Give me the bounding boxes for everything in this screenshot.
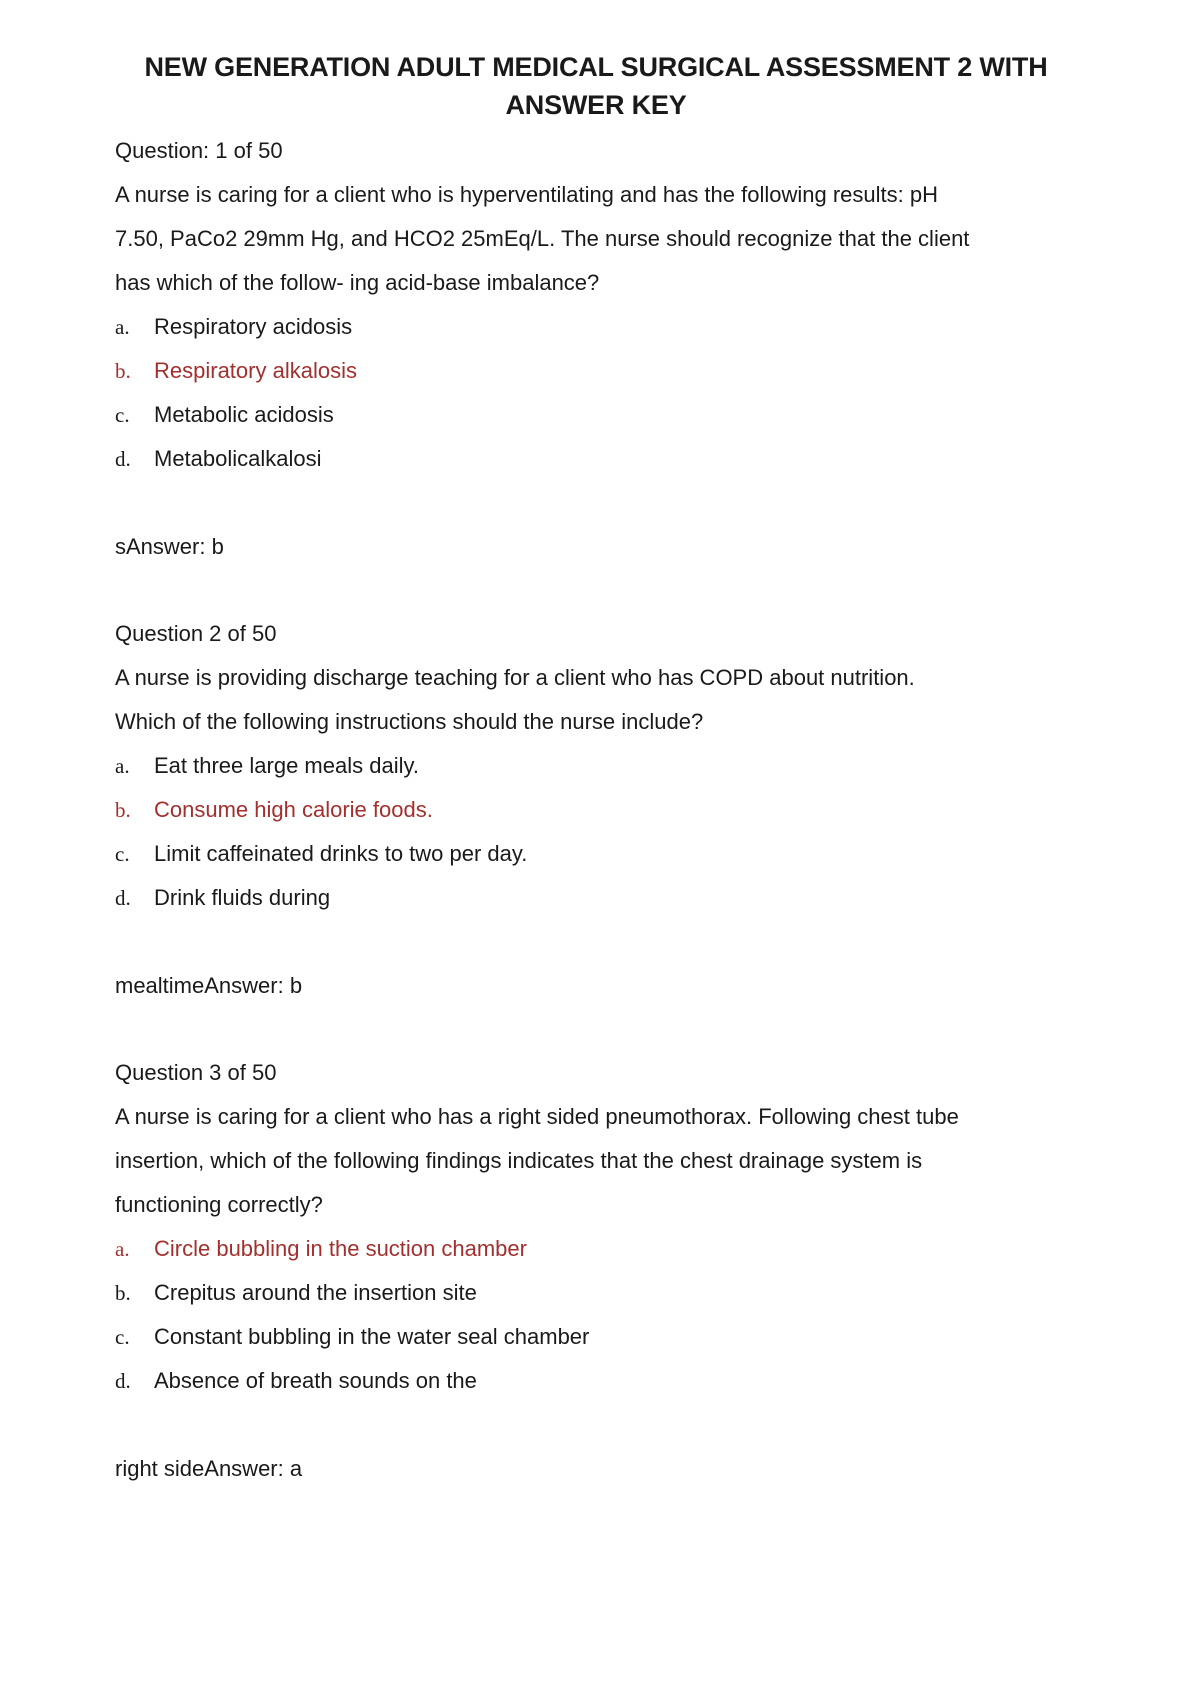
question-text: functioning correctly? [115,1192,323,1217]
question-2 [115,612,1095,1008]
option-c [115,1315,1095,1359]
option-b [115,1271,1095,1315]
option-d [115,1359,1095,1403]
option-b-correct [115,788,1095,832]
question-text: Which of the following instructions should the nurse include? [115,709,704,734]
question-1 [115,129,1095,569]
option-b-correct [115,349,1095,393]
question-label: Question: 1 of 50 [115,138,283,163]
option-text: Consume high calorie foods. [154,797,433,822]
question-text: has which of the follow- ing acid-base imbalance? [115,270,600,295]
option-text: Crepitus around the insertion site [154,1280,477,1305]
answer-line: right sideAnswer: a [115,1456,303,1481]
option-marker: c. [115,403,130,427]
document-title [60,48,1132,124]
option-marker: d. [115,447,131,471]
option-a [115,744,1095,788]
option-text: Metabolic acidosis [154,402,334,427]
option-marker: b. [115,798,131,822]
option-a-correct [115,1227,1095,1271]
title-line-1: NEW GENERATION ADULT MEDICAL SURGICAL ASSESSMENT 2 WITH [144,52,1048,82]
option-text: Constant bubbling in the water seal chamber [154,1324,590,1349]
title-line-2: ANSWER KEY [505,90,687,120]
question-text: 7.50, PaCo2 29mm Hg, and HCO2 25mEq/L. The nurse should recognize that the client [115,226,970,251]
question-text: insertion, which of the following findings indicates that the chest drainage system is [115,1148,923,1173]
option-c [115,393,1095,437]
question-label: Question 2 of 50 [115,621,277,646]
option-marker: c. [115,842,130,866]
option-text: Drink fluids during [154,885,331,910]
option-text: Metabolicalkalosi [154,446,322,471]
question-3 [115,1051,1095,1491]
question-text: A nurse is caring for a client who has a right sided pneumothorax. Following chest tube [115,1104,959,1129]
option-marker: a. [115,1237,130,1261]
option-text: Circle bubbling in the suction chamber [154,1236,527,1261]
option-marker: a. [115,315,130,339]
question-text: A nurse is caring for a client who is hyperventilating and has the following results: pH [115,182,938,207]
option-marker: b. [115,1281,131,1305]
option-text: Limit caffeinated drinks to two per day. [154,841,528,866]
option-d [115,876,1095,920]
option-marker: d. [115,886,131,910]
answer-line: mealtimeAnswer: b [115,973,303,998]
option-marker: d. [115,1369,131,1393]
question-text: A nurse is providing discharge teaching for a client who has COPD about nutrition. [115,665,915,690]
answer-line: sAnswer: b [115,534,224,559]
option-marker: b. [115,359,131,383]
option-c [115,832,1095,876]
option-text: Respiratory alkalosis [154,358,357,383]
option-text: Respiratory acidosis [154,314,353,339]
option-d [115,437,1095,481]
option-marker: c. [115,1325,130,1349]
option-text: Absence of breath sounds on the [154,1368,477,1393]
option-a [115,305,1095,349]
option-text: Eat three large meals daily. [154,753,419,778]
option-marker: a. [115,754,130,778]
question-label: Question 3 of 50 [115,1060,277,1085]
